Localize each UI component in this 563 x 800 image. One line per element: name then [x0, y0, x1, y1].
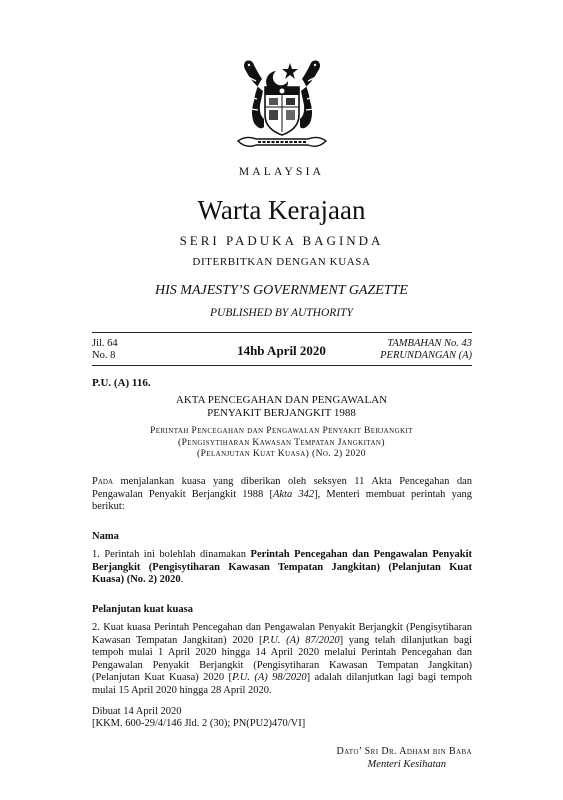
act-title	[0, 394, 563, 419]
paragraph-2: 2. Kuat kuasa Perintah Pencegahan dan Pengawalan Penyakit Berjangkit (Pengisytiharan Kawasan Tempatan Jangkitan) 2020 [P.U. (A) 87/2020] yang telah dilanjutkan bagi tempoh mulai 1 April 2020 hingga 14 April 2020 melalui Perintah Pencegahan dan Pengawalan Penyakit Berjangkit (Pengisytiharan Kawasan Tempatan Jangkitan) (Pelanjutan Kuat Kuasa) 2020 [P.U. (A) 98/2020] adalah dilanjutkan lagi bagi tempoh mulai 15 April 2020 hingga 28 April 2020.	[92, 622, 473, 696]
preamble-first-word: Pada	[92, 476, 114, 487]
preamble-paragraph: Pada menjalankan kuasa yang diberikan oleh seksyen 11 Akta Pencegahan dan Pengawalan Penyakit Berjangkit 1988 [Akta 342], Menteri membuat perintah yang berikut:	[92, 476, 472, 512]
supplement-number: TAMBAHAN No. 43	[387, 338, 472, 349]
country-name: MALAYSIA	[238, 166, 325, 178]
published-by-authority-ms: DITERBITKAN DENGAN KUASA	[192, 256, 371, 268]
pu-number: P.U. (A) 116.	[92, 377, 151, 389]
act-title-line: AKTA PENCEGAHAN DAN PENGAWALAN	[175, 394, 388, 406]
supplement-category: PERUNDANGAN (A)	[380, 350, 472, 361]
gazette-title-en: HIS MAJESTY’S GOVERNMENT GAZETTE	[155, 283, 408, 298]
order-title-line: (Pelanjutan Kuat Kuasa) (No. 2) 2020	[197, 449, 366, 459]
issue-number: No. 8	[92, 350, 116, 361]
order-title-line: Perintah Pencegahan dan Pengawalan Penyakit Berjangkit	[150, 426, 413, 436]
order-title-line: (Pengisytiharan Kawasan Tempatan Jangkitan)	[178, 437, 385, 448]
pu-reference: P.U. (A) 87/2020	[262, 634, 340, 646]
supplement-info	[380, 338, 472, 362]
citation-title: Perintah Pencegahan dan Pengawalan Penyakit Berjangkit (Pengisytiharan Kawasan Tempatan Jangkitan) (Pelanjutan Kuat Kuasa) (No. 2) 2020	[92, 549, 473, 585]
act-title-line: PENYAKIT BERJANGKIT 1988	[207, 406, 356, 419]
section-heading-name: Nama	[92, 531, 119, 542]
act-reference: Akta 342	[272, 488, 315, 500]
gazette-title: Warta Kerajaan	[197, 195, 366, 225]
gazette-subtitle: SERI PADUKA BAGINDA	[179, 233, 384, 248]
signer-title: Menteri Kesihatan	[367, 759, 446, 770]
section-heading-extension: Pelanjutan kuat kuasa	[92, 604, 193, 615]
made-date: Dibuat 14 April 2020	[92, 706, 182, 717]
bottom-rule	[92, 365, 472, 366]
malaysia-coat-of-arms-icon	[232, 57, 332, 155]
paragraph-1: 1. Perintah ini bolehlah dinamakan Perintah Pencegahan dan Pengawalan Penyakit Berjangkit (Pengisytiharan Kawasan Tempatan Jangkitan) (Pelanjutan Kuat Kuasa) (No. 2) 2020.	[92, 549, 473, 585]
issue-date: 14hb April 2020	[237, 343, 326, 358]
signer-name: Dato’ Sri Dr. Adham bin Baba	[336, 746, 472, 757]
order-title	[0, 426, 563, 461]
published-by-authority-en: PUBLISHED BY AUTHORITY	[210, 307, 353, 319]
top-rule	[92, 332, 472, 333]
file-reference: [KKM. 600-29/4/146 Jld. 2 (30); PN(PU2)470/VI]	[92, 718, 306, 729]
pu-reference: P.U. (A) 98/2020	[232, 672, 307, 683]
volume: Jil. 64	[92, 338, 118, 349]
